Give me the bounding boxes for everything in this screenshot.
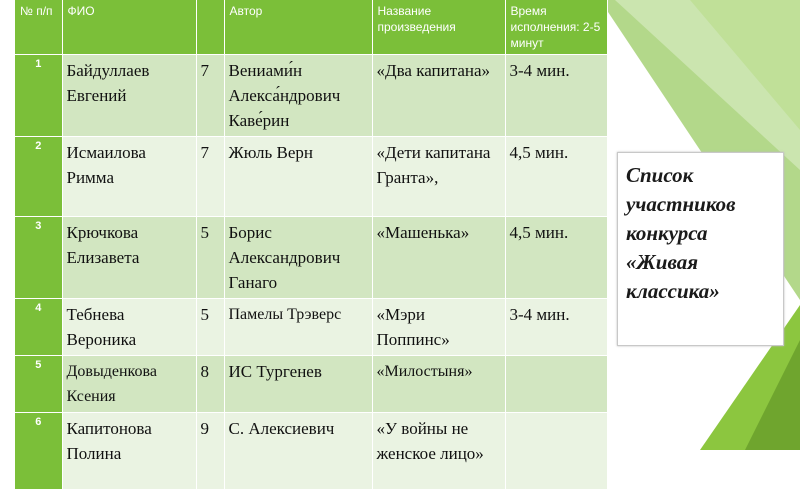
table-header-row — [15, 0, 607, 55]
participants-table — [15, 0, 608, 489]
header-grade — [196, 0, 224, 55]
row-work: «Два капитана» — [372, 55, 505, 137]
row-work: «Дети капитана Гранта», — [372, 137, 505, 217]
row-work: «У войны не женское лицо» — [372, 413, 505, 489]
row-grade: 8 — [196, 356, 224, 413]
row-time: 4,5 мин. — [505, 137, 607, 217]
table-row — [15, 356, 607, 413]
title-box — [617, 152, 784, 346]
row-grade: 5 — [196, 299, 224, 356]
row-work: «Мэри Поппинс» — [372, 299, 505, 356]
participants-table-wrapper — [15, 0, 607, 450]
row-grade: 7 — [196, 137, 224, 217]
table-row — [15, 137, 607, 217]
header-work: Название произведения — [372, 0, 505, 55]
row-work: «Машенька» — [372, 217, 505, 299]
slide-title: Список участников конкурса «Живая классика» — [626, 161, 781, 306]
row-number: 3 — [15, 217, 62, 299]
row-author: ИС Тургенев — [224, 356, 372, 413]
row-number: 6 — [15, 413, 62, 489]
row-author: Памелы Трэверс — [224, 299, 372, 356]
row-grade: 7 — [196, 55, 224, 137]
row-name: Байдуллаев Евгений — [62, 55, 196, 137]
table-row — [15, 413, 607, 489]
row-name: Исмаилова Римма — [62, 137, 196, 217]
row-time: 4,5 мин. — [505, 217, 607, 299]
row-number: 5 — [15, 356, 62, 413]
row-time — [505, 413, 607, 489]
header-time: Время исполнения: 2-5 минут — [505, 0, 607, 55]
row-work: «Милостыня» — [372, 356, 505, 413]
table-row — [15, 299, 607, 356]
row-name: Капитонова Полина — [62, 413, 196, 489]
row-number: 1 — [15, 55, 62, 137]
row-number: 2 — [15, 137, 62, 217]
row-time: 3-4 мин. — [505, 299, 607, 356]
header-author: Автор — [224, 0, 372, 55]
row-grade: 9 — [196, 413, 224, 489]
row-name: Крючкова Елизавета — [62, 217, 196, 299]
row-author: С. Алексиевич — [224, 413, 372, 489]
row-number: 4 — [15, 299, 62, 356]
header-name: ФИО — [62, 0, 196, 55]
row-name: Довыденкова Ксения — [62, 356, 196, 413]
row-time — [505, 356, 607, 413]
row-time: 3-4 мин. — [505, 55, 607, 137]
row-author: Борис Александрович Ганаго — [224, 217, 372, 299]
row-name: Тебнева Вероника — [62, 299, 196, 356]
row-grade: 5 — [196, 217, 224, 299]
row-author: Жюль Верн — [224, 137, 372, 217]
table-row — [15, 217, 607, 299]
table-row — [15, 55, 607, 137]
header-number: № п/п — [15, 0, 62, 55]
row-author: Вениами́н Алекса́ндрович Каве́рин — [224, 55, 372, 137]
